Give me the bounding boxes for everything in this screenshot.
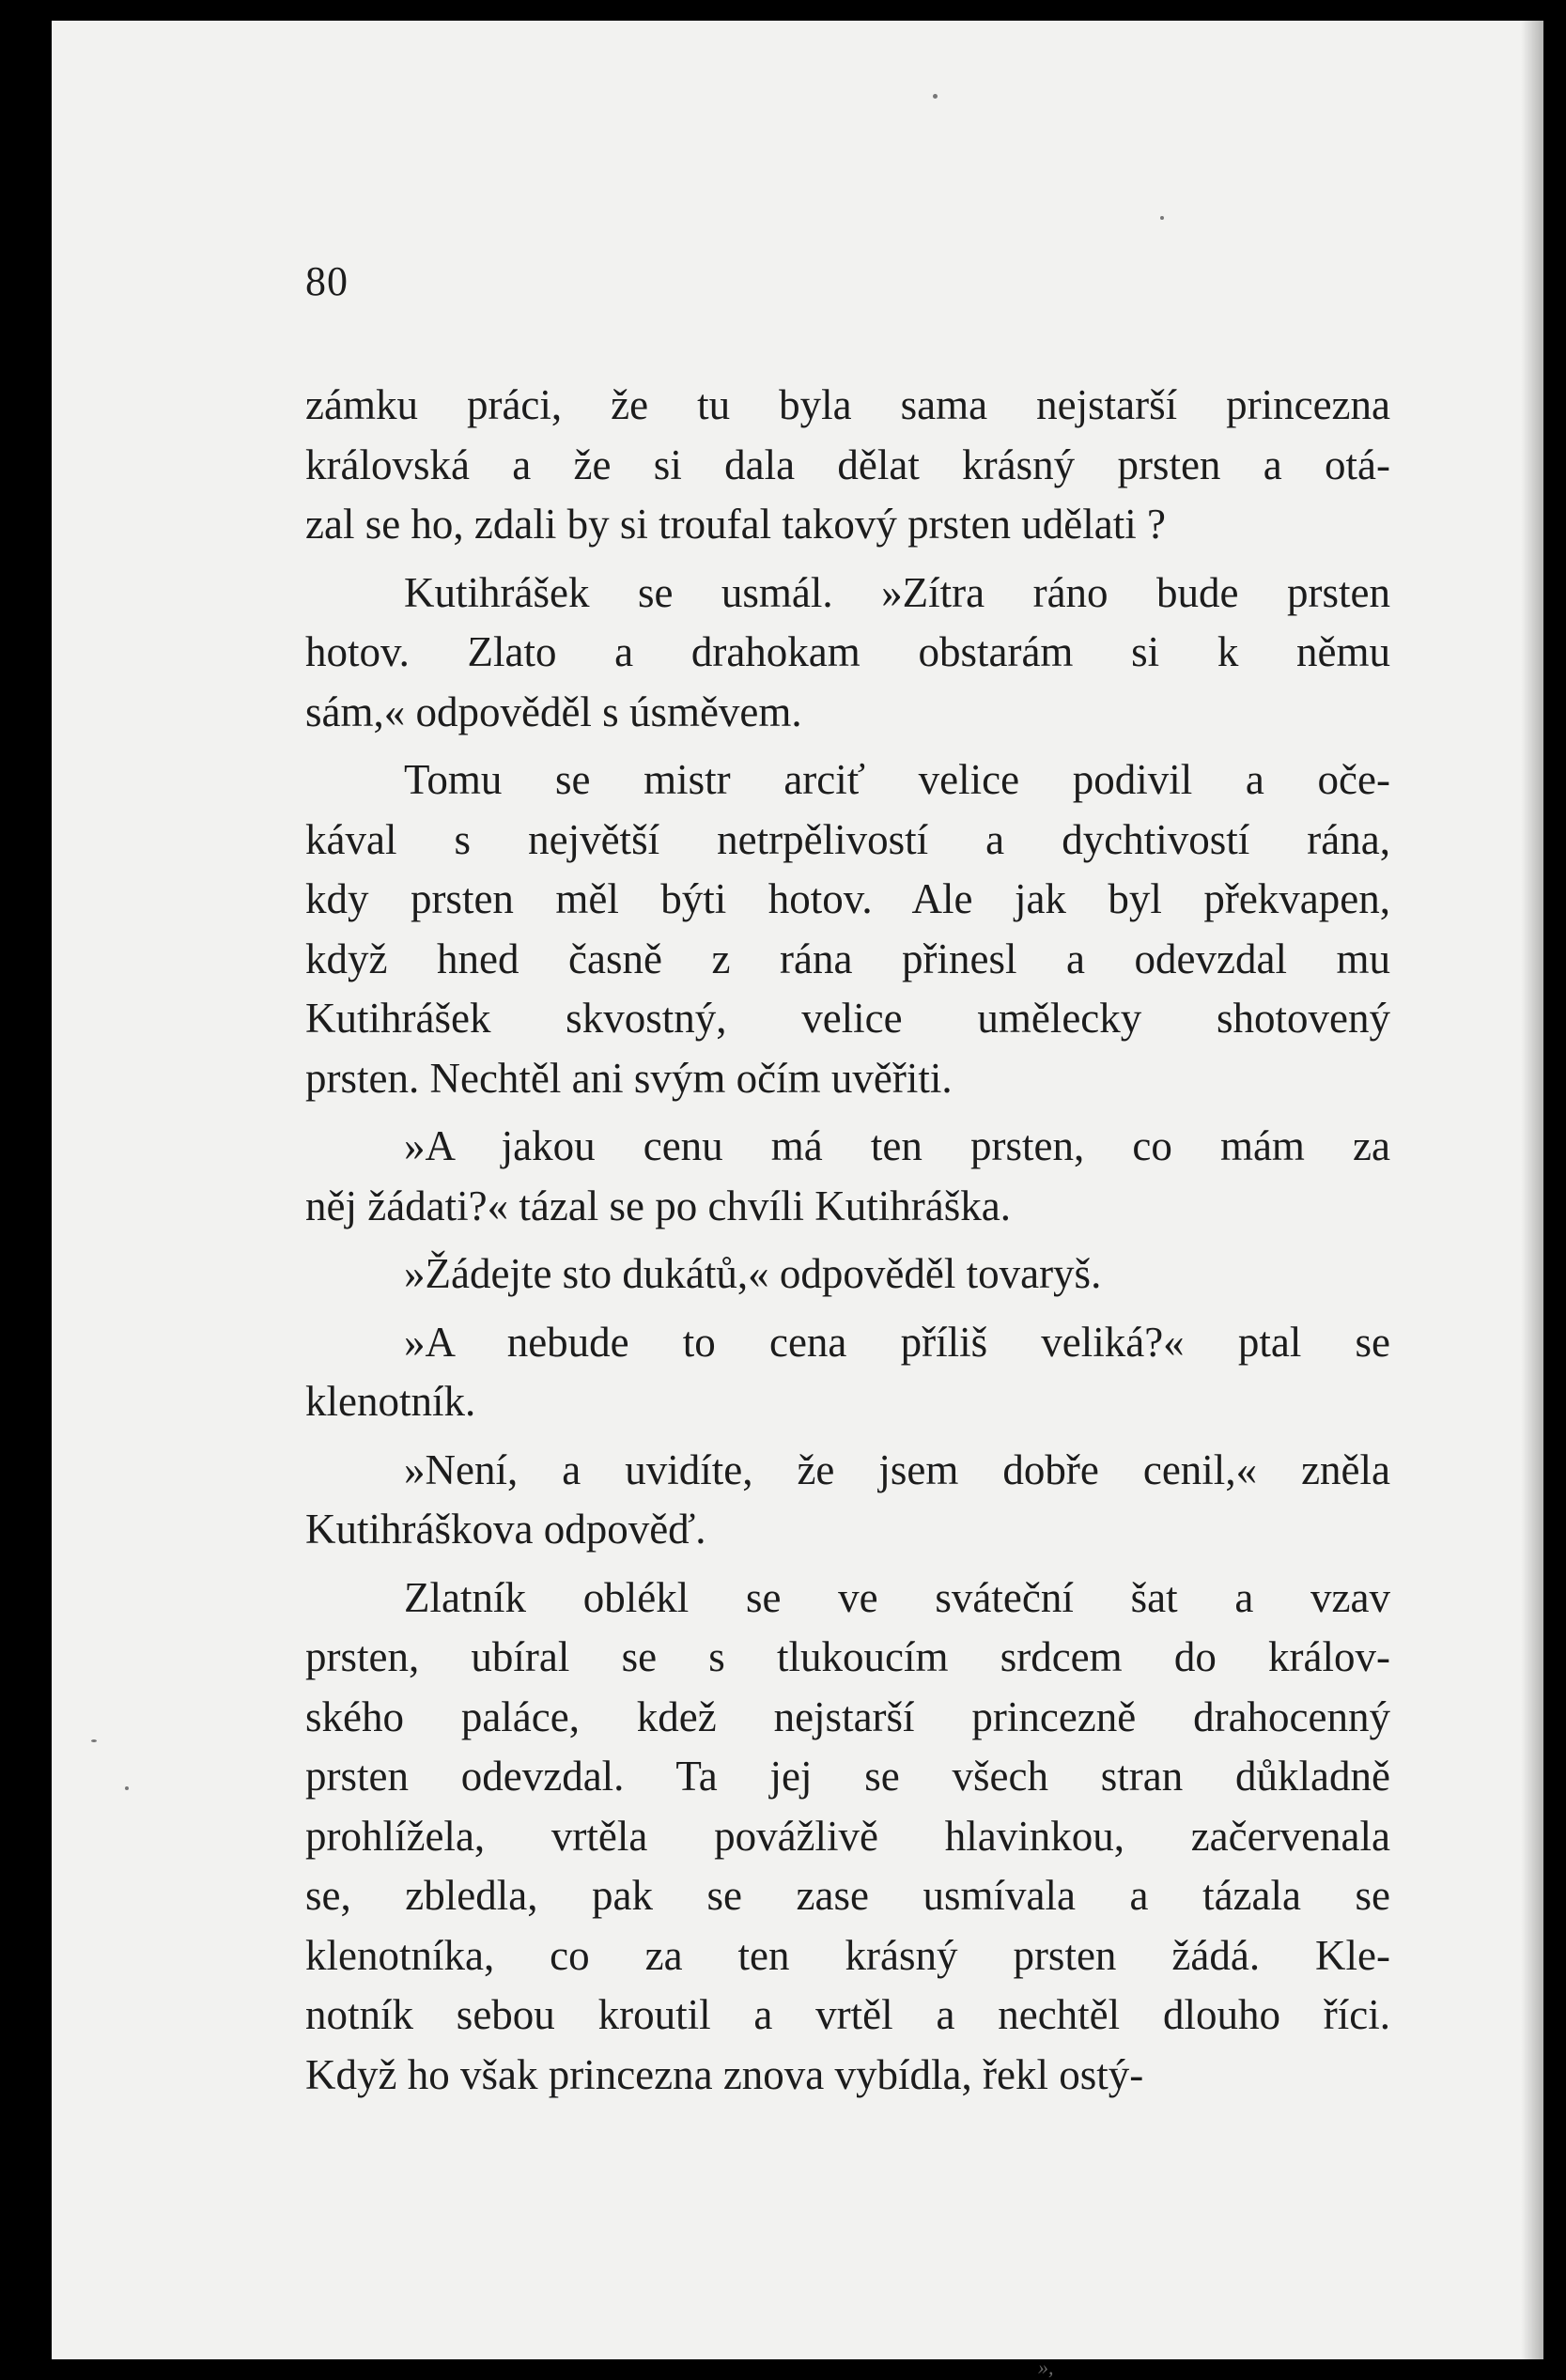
paragraph — [305, 1244, 1390, 1305]
text-line: ského paláce, kdež nejstarší princezně drahocenný — [305, 1692, 1390, 1740]
paragraph — [305, 1569, 1390, 2106]
paragraph — [305, 750, 1390, 1108]
text-line: »Žádejte sto dukátů,« odpověděl tovaryš. — [404, 1250, 1102, 1297]
text-line: prsten. Nechtěl ani svým očím uvěřiti. — [305, 1054, 953, 1102]
footer-mark: », — [1038, 2356, 1054, 2379]
text-line: kdy prsten měl býti hotov. Ale jak byl překvapen, — [305, 875, 1390, 922]
text-line: něj žádati?« tázal se po chvíli Kutihráška. — [305, 1182, 1011, 1229]
book-page — [52, 21, 1543, 2379]
text-line: »A jakou cenu má ten prsten, co mám za — [404, 1122, 1390, 1169]
text-line: Zlatník oblékl se ve sváteční šat a vzav — [404, 1573, 1390, 1621]
text-line: prohlížela, vrtěla povážlivě hlavinkou, začervenala — [305, 1812, 1390, 1860]
text-line: klenotníka, co za ten krásný prsten žádá. Kle- — [305, 1931, 1390, 1979]
body-text — [305, 376, 1390, 2113]
text-line: hotov. Zlato a drahokam obstarám si k němu — [305, 628, 1390, 675]
text-line: královská a že si dala dělat krásný prsten a otá- — [305, 440, 1390, 488]
text-line: notník sebou kroutil a vrtěl a nechtěl dlouho říci. — [305, 1991, 1390, 2038]
text-line: zámku práci, že tu byla sama nejstarší princezna — [305, 381, 1390, 428]
text-line: »A nebude to cena příliš veliká?« ptal se — [404, 1318, 1390, 1366]
text-line: se, zbledla, pak se zase usmívala a tázala se — [305, 1872, 1390, 1919]
text-line: Tomu se mistr arciť velice podivil a oče- — [404, 756, 1390, 803]
text-line: Kutihrášek skvostný, velice umělecky shotovený — [305, 995, 1390, 1042]
text-line: když hned časně z rána přinesl a odevzdal mu — [305, 935, 1390, 982]
print-speck — [125, 1786, 129, 1790]
page-number: 80 — [305, 258, 349, 304]
text-line: prsten, ubíral se s tlukoucím srdcem do králov- — [305, 1633, 1390, 1680]
paragraph — [305, 1117, 1390, 1236]
text-line: zal se ho, zdali by si troufal takový prsten udělati ? — [305, 501, 1166, 548]
paragraph — [305, 564, 1390, 743]
paragraph — [305, 376, 1390, 555]
text-line: klenotník. — [305, 1378, 476, 1425]
paragraph — [305, 1313, 1390, 1432]
print-speck — [1160, 216, 1164, 220]
print-speck — [91, 1739, 97, 1742]
text-line: Kutihrášek se usmál. »Zítra ráno bude prsten — [404, 568, 1390, 616]
print-speck — [933, 94, 938, 99]
text-line: kával s největší netrpělivostí a dychtivostí rána, — [305, 815, 1390, 863]
page-edge-shadow — [1521, 21, 1543, 2359]
text-line: prsten odevzdal. Ta jej se všech stran důkladně — [305, 1753, 1390, 1800]
paragraph — [305, 1441, 1390, 1560]
text-line: Kutihráškova odpověď. — [305, 1506, 706, 1553]
text-line: »Není, a uvidíte, že jsem dobře cenil,« zněla — [404, 1445, 1390, 1493]
text-line: Když ho však princezna znova vybídla, řekl ostý- — [305, 2050, 1144, 2098]
text-line: sám,« odpověděl s úsměvem. — [305, 688, 802, 735]
